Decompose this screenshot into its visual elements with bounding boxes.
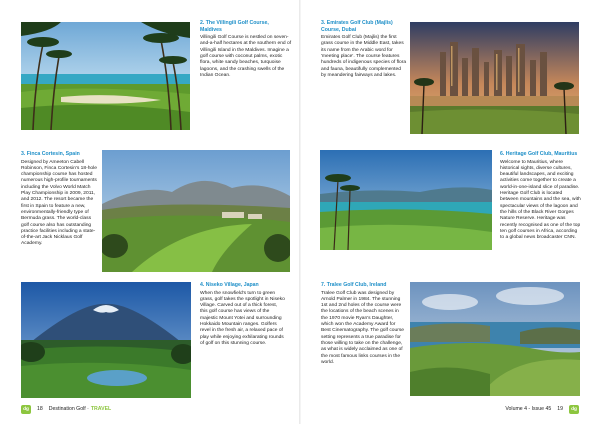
article-heading: 4. Niseko Village, Japan (200, 282, 259, 288)
article-niseko (200, 282, 286, 347)
article-body: Designed by Ameeton Cabell Robinson, Finca Cortesin's 18-hole championship course has hosted numerous high-profile tournaments including the Volvo World Match Play Championship in 2009, 2011, and 2012. The resort became the first in Spain to feature a new, environmentally-friendly type of Bermuda grass. The world-class golf course also has outstanding practice facilities including a state-of-the-art Jack Nicklaus Golf Academy. (21, 159, 97, 247)
footer-right (505, 404, 579, 414)
article-emirates (321, 20, 407, 79)
photo-tralee-ireland (410, 282, 580, 396)
article-body: Villingili Golf Course is nestled on seven-and-a-half hectares at the southern end of Villingili Island in the Maldives. Imagine a golf course with coconut palms, exotic flora, white sandy beaches, turquoise lagoons, and the crashing swells of the Indian Ocean. (200, 35, 292, 78)
magazine-logo: dg (569, 405, 579, 414)
article-villingili (200, 20, 292, 79)
photo-heritage-mauritius (320, 150, 492, 250)
article-heading: 3. Finca Cortesin, Spain (21, 151, 80, 157)
magazine-logo: dg (21, 405, 31, 414)
article-heading: 6. Heritage Golf Club, Mauritius (500, 151, 578, 157)
article-body: Welcome to Mauritius, where historical sights, diverse cultures, beautiful landscapes, and exciting activities come together to create a world-in-one-island slice of paradise. Heritage Golf Club is located between mountains and the sea, with spectacular views of the lagoon and the hills of the Black River Gorges Nature Reserve. Heritage was recently recognised as one of the top ten golf courses in Africa, according to a global news broadcaster CNN. (500, 159, 581, 241)
page-gutter (299, 0, 301, 424)
article-heading: 2. The Villingili Golf Course, Maldives (200, 20, 269, 33)
article-body: When the snowfield's turn to green grass, golf takes the spotlight in Niseko Village. Carved out of a thick forest, this golf course has views of the majestic Mount Yotei and surrounding Hokkaido Mountain ranges. Golfers revel in the fresh air, a relaxed pace of play while enjoying exhilarating rounds of golf on this stunning course. (200, 290, 285, 346)
page-number-left: 18 (37, 406, 43, 412)
article-heading: 7. Tralee Golf Club, Ireland (321, 282, 387, 288)
article-heading: 3. Emirates Golf Club (Majlis) Course, Dubai (321, 20, 393, 33)
photo-villingili-maldives (21, 22, 190, 130)
photo-niseko-japan (21, 282, 191, 398)
article-body: Tralee Golf Club was designed by Arnold Palmer in 1984. The stunning 1st and 2nd holes of the course were the locations of the beach scenes in the 1970 movie Ryan's Daughter, which won the Academy Award for Best Cinematography. The golf course setting represents a true paradise for those willing to take on the challenge, as what is widely acclaimed as one of the most famous links courses in the world. (321, 290, 405, 365)
photo-emirates-dubai (410, 22, 579, 134)
footer-left (21, 404, 111, 414)
article-tralee (321, 282, 405, 366)
publication-name: Destination Golf · (48, 406, 89, 412)
issue-label: Volume 4 - Issue 45 (505, 406, 552, 412)
article-heritage (500, 151, 582, 241)
article-body: Emirates Golf Club (Majlis) the first grass course in the Middle East, takes its name from the Arabic word for 'meeting place'. The course features hundreds of indigenous species of flora and fauna, beautifully complemented by meandering fairways and lakes. (321, 35, 407, 78)
publication-accent: TRAVEL (90, 406, 112, 412)
article-finca-cortesin (21, 151, 99, 248)
photo-finca-cortesin-spain (102, 150, 290, 272)
page-number-right: 19 (557, 406, 563, 412)
